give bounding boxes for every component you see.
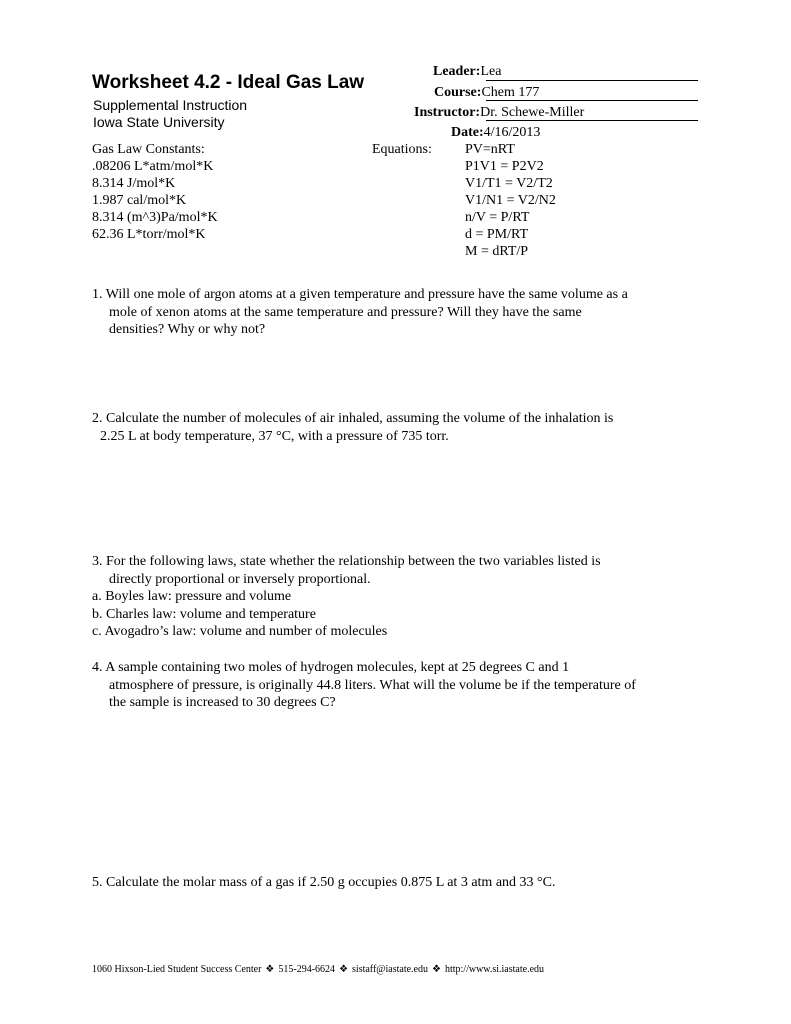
course-row <box>434 83 539 101</box>
equation-item: n/V = P/RT <box>465 210 530 225</box>
question-4 <box>92 659 636 712</box>
instructor-value: Dr. Schewe-Miller <box>480 105 585 120</box>
leader-underline <box>486 80 698 81</box>
constant-item: .08206 L*atm/mol*K <box>92 159 214 174</box>
equation-item: P1V1 = P2V2 <box>465 159 544 174</box>
question-1-line: mole of xenon atoms at the same temperature and pressure? Will they have the same <box>109 304 582 320</box>
date-value: 4/16/2013 <box>483 125 541 140</box>
constant-item: 1.987 cal/mol*K <box>92 193 187 208</box>
instructor-label: Instructor: <box>414 105 481 120</box>
date-row <box>451 123 540 141</box>
question-3-part-c: c. Avogadro’s law: volume and number of molecules <box>92 624 388 639</box>
page-footer <box>92 964 544 975</box>
subtitle-university: Iowa State University <box>93 114 225 130</box>
instructor-row <box>414 103 584 121</box>
diamond-separator-icon: ❖ <box>265 964 275 975</box>
question-3 <box>92 553 601 641</box>
equation-item: d = PM/RT <box>465 227 529 242</box>
date-label: Date: <box>451 125 484 140</box>
subtitle-supplemental: Supplemental Instruction <box>93 97 248 113</box>
footer-phone: 515-294-6624 <box>278 964 336 975</box>
instructor-underline <box>486 120 698 121</box>
constant-item: 8.314 (m^3)Pa/mol*K <box>92 210 218 225</box>
equations-block <box>465 141 556 260</box>
constants-heading: Gas Law Constants: <box>92 142 205 157</box>
question-2 <box>92 410 613 445</box>
question-4-line: the sample is increased to 30 degrees C? <box>109 695 336 710</box>
question-1-line: 1. Will one mole of argon atoms at a given temperature and pressure have the same volume as a <box>92 287 628 302</box>
question-4-line: atmosphere of pressure, is originally 44.8 liters. What will the volume be if the temperature of <box>109 677 636 693</box>
course-value: Chem 177 <box>481 85 540 100</box>
question-5 <box>92 874 555 892</box>
question-3-part-a: a. Boyles law: pressure and volume <box>92 589 292 604</box>
constant-item: 62.36 L*torr/mol*K <box>92 227 206 242</box>
question-3-line: 3. For the following laws, state whether the relationship between the two variables listed is <box>92 554 601 569</box>
equations-heading: Equations: <box>372 142 432 157</box>
diamond-separator-icon: ❖ <box>339 964 349 975</box>
question-1 <box>92 286 628 339</box>
equation-item: PV=nRT <box>465 142 515 157</box>
question-2-line: 2. Calculate the number of molecules of air inhaled, assuming the volume of the inhalation is <box>92 411 614 426</box>
equation-item: V1/N1 = V2/N2 <box>465 193 556 208</box>
course-label: Course: <box>434 85 482 100</box>
question-3-line: directly proportional or inversely proportional. <box>109 571 371 587</box>
leader-value: Lea <box>480 64 502 79</box>
course-underline <box>486 100 698 101</box>
diamond-separator-icon: ❖ <box>431 964 441 975</box>
question-5-line: 5. Calculate the molar mass of a gas if 2.50 g occupies 0.875 L at 3 atm and 33 °C. <box>92 875 556 890</box>
constants-block <box>92 141 218 243</box>
question-3-part-b: b. Charles law: volume and temperature <box>92 606 316 622</box>
footer-url[interactable]: http://www.si.iastate.edu <box>444 964 545 975</box>
constant-item: 8.314 J/mol*K <box>92 176 176 191</box>
footer-email[interactable]: sistaff@iastate.edu <box>352 964 428 975</box>
equation-item: V1/T1 = V2/T2 <box>465 176 553 191</box>
question-4-line: 4. A sample containing two moles of hydrogen molecules, kept at 25 degrees C and 1 <box>92 660 570 675</box>
worksheet-title: Worksheet 4.2 - Ideal Gas Law <box>92 72 365 93</box>
leader-label: Leader: <box>433 64 481 79</box>
equation-item: M = dRT/P <box>465 244 529 259</box>
question-2-line: 2.25 L at body temperature, 37 °C, with a pressure of 735 torr. <box>100 428 449 444</box>
leader-row <box>433 62 501 80</box>
footer-address: 1060 Hixson-Lied Student Success Center <box>92 964 262 975</box>
question-1-line: densities? Why or why not? <box>109 322 266 337</box>
